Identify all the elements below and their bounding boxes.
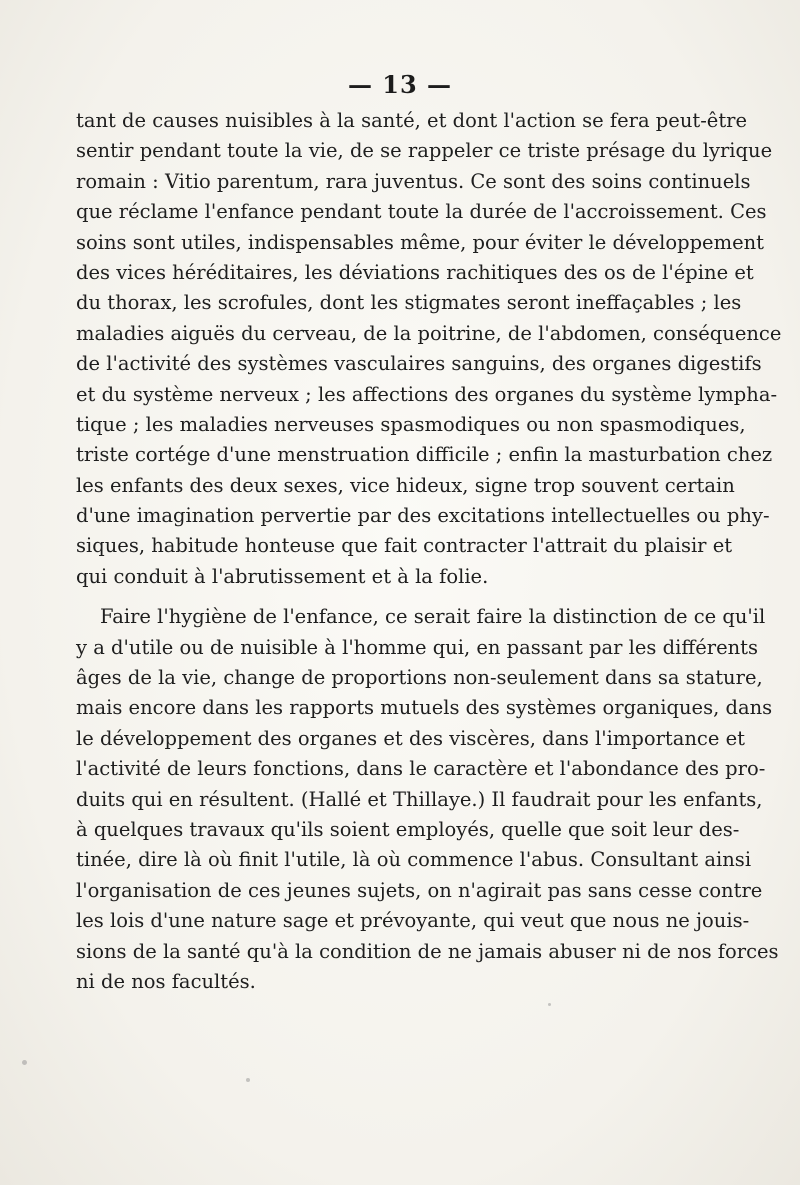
text-line: maladies aiguës du cerveau, de la poitrine, de l'abdomen, conséquence [76,321,782,345]
paper-speck [22,1060,27,1065]
text-line: tant de causes nuisibles à la santé, et dont l'action se fera peut-être [76,109,748,132]
text-line: ni de nos facultés. [76,969,256,993]
text-line: de l'activité des systèmes vasculaires sanguins, des organes digestifs [76,352,762,376]
text-line: du thorax, les scrofules, dont les stigmates seront ineffaçables ; les [76,291,742,315]
text-line: des vices héréditaires, les déviations rachitiques des os de l'épine et [76,260,754,284]
text-line: duits qui en résultent. (Hallé et Thillaye.) Il faudrait pour les enfants, [76,787,763,811]
paper-speck [246,1078,250,1082]
text-line: d'une imagination pervertie par des excitations intellectuelles ou phy- [76,504,770,528]
page-number: — 13 — [347,70,453,99]
text-line: tinée, dire là où finit l'utile, là où commence l'abus. Consultant ainsi [76,848,752,872]
text-line: que réclame l'enfance pendant toute la durée de l'accroissement. Ces [76,200,767,224]
text-line: tique ; les maladies nerveuses spasmodiques ou non spasmodiques, [76,412,746,436]
text-line: âges de la vie, change de proportions non-seulement dans sa stature, [76,666,763,690]
text-line: sentir pendant toute la vie, de se rappeler ce triste présage du lyrique [76,139,773,163]
text-line: l'activité de leurs fonctions, dans le caractère et l'abondance des pro- [76,757,766,781]
text-line: et du système nerveux ; les affections des organes du système lympha- [76,382,778,406]
text-line: à quelques travaux qu'ils soient employés, quelle que soit leur des- [76,817,740,841]
paragraph-2 [76,602,779,997]
text-line: y a d'utile ou de nuisible à l'homme qui, en passant par les différents [76,635,759,659]
text-line: Faire l'hygiène de l'enfance, ce serait faire la distinction de ce qu'il [100,605,766,629]
paper-speck [548,1003,551,1006]
text-line: mais encore dans les rapports mutuels des systèmes organiques, dans [76,696,773,720]
text-line: le développement des organes et des viscères, dans l'importance et [76,726,745,750]
text-line: les enfants des deux sexes, vice hideux, signe trop souvent certain [76,473,735,497]
text-line: triste cortége d'une menstruation difficile ; enfin la masturbation chez [76,443,773,467]
text-line: romain : Vitio parentum, rara juventus. Ce sont des soins continuels [76,169,751,193]
text-line: siques, habitude honteuse que fait contracter l'attrait du plaisir et [76,534,733,558]
text-line: l'organisation de ces jeunes sujets, on n'agirait pas sans cesse contre [76,878,763,902]
paragraph-1 [76,106,782,592]
text-line: soins sont utiles, indispensables même, pour éviter le développement [76,230,765,254]
text-line: sions de la santé qu'à la condition de ne jamais abuser ni de nos forces [76,939,779,963]
text-line: qui conduit à l'abrutissement et à la folie. [76,564,489,588]
text-line: les lois d'une nature sage et prévoyante, qui veut que nous ne jouis- [76,909,750,933]
body-text [76,106,782,997]
